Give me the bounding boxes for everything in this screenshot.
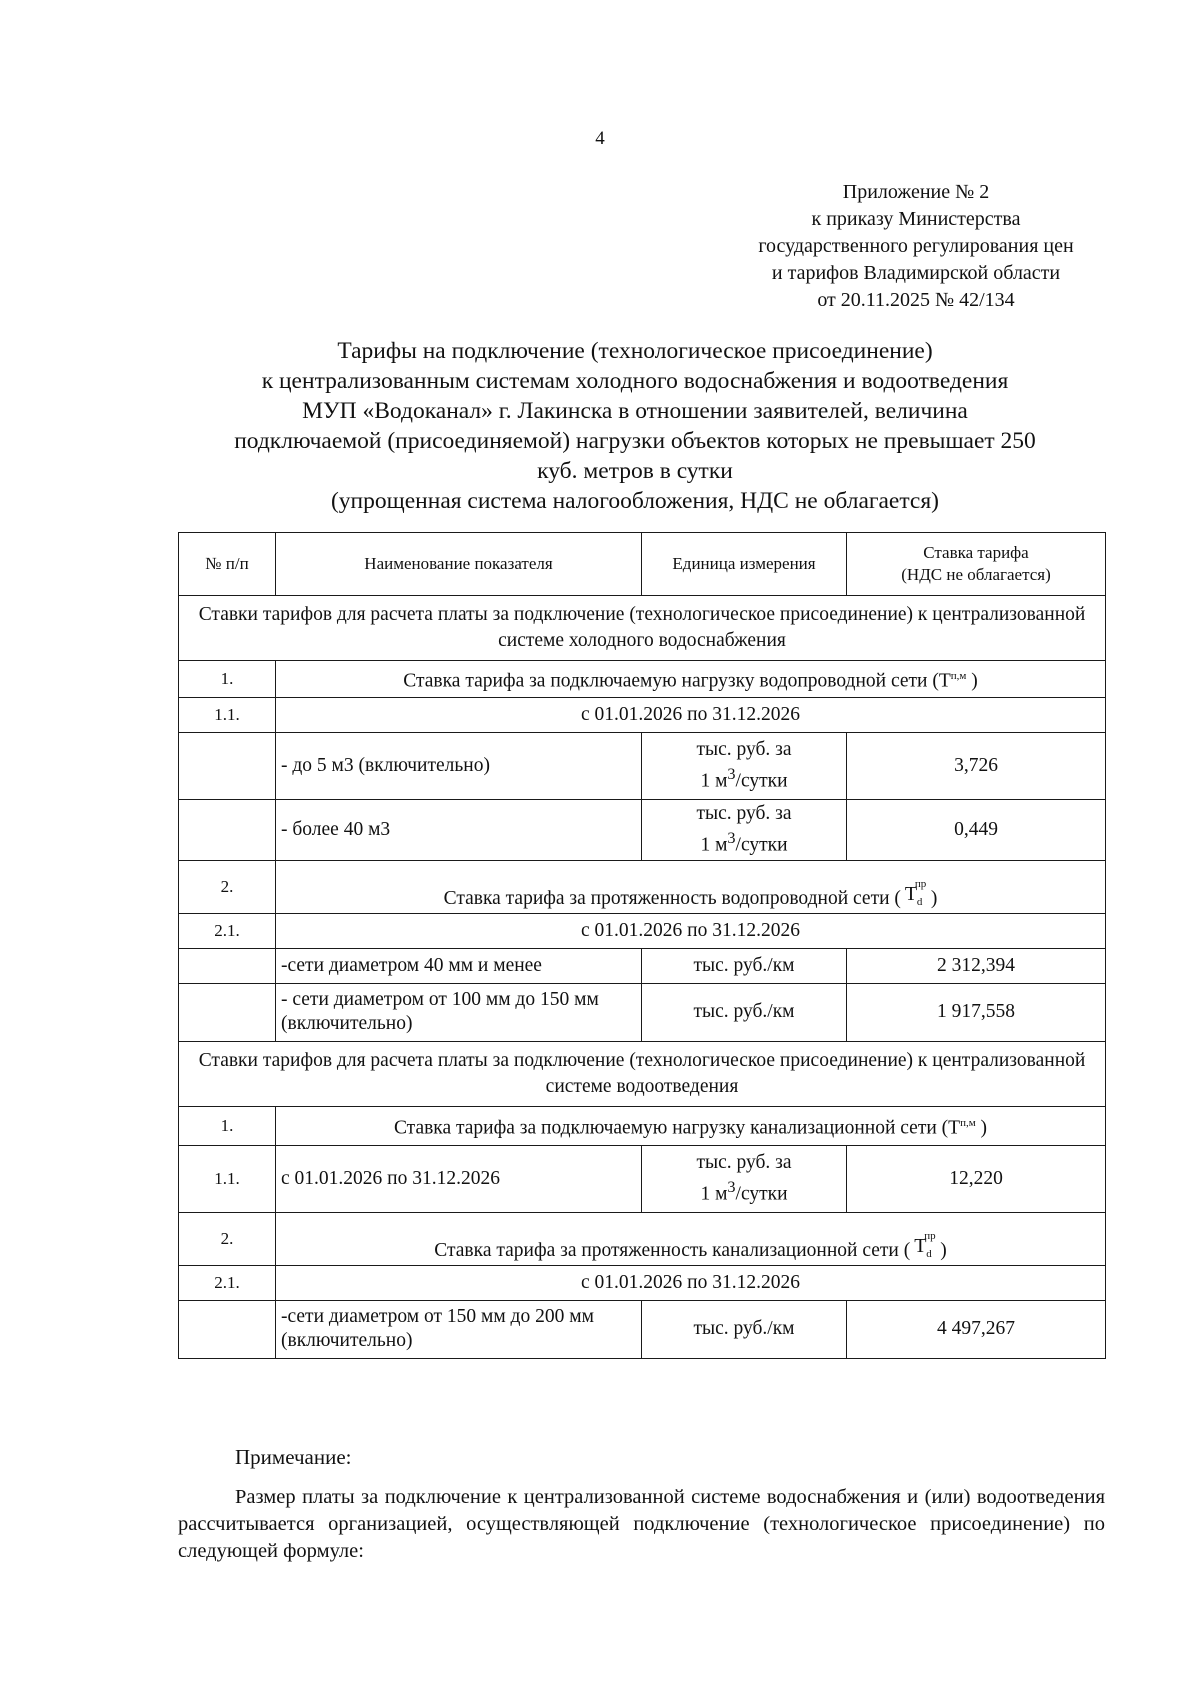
empty-cell [179,983,276,1041]
tariff-symbol [910,1230,940,1258]
header-rate [847,533,1106,596]
row-title [276,860,1106,913]
table-row [179,661,1106,698]
table-row [179,698,1106,733]
row-title [276,1106,1106,1145]
section-row-water [179,596,1106,661]
item-unit [642,1145,847,1212]
table-row [179,800,1106,861]
item-unit: тыс. руб./км [642,948,847,983]
item-unit [642,733,847,800]
tariff-symbol-superscript: пр [914,877,927,890]
item-value: 1 917,558 [847,983,1106,1041]
title-line: Тарифы на подключение (технологическое присоединение) [337,338,933,364]
unit-line: /сутки [735,770,788,792]
header-rate-line2: (НДС не облагается) [901,565,1051,584]
unit-line: 1 м [700,1183,728,1205]
row-num: 2.1. [179,913,276,948]
appendix-line: и тарифов Владимирской области [771,262,1061,284]
title-line: МУП «Водоканал» г. Лакинска в отношении заявителей, величина [302,398,968,424]
item-unit: тыс. руб./км [642,983,847,1041]
period-cell: с 01.01.2026 по 31.12.2026 [276,1265,1106,1300]
item-unit [642,800,847,861]
table-row [179,1300,1106,1358]
row-title-text: Ставка тарифа за протяженность канализационной сети ( [434,1239,911,1261]
period-cell: с 01.01.2026 по 31.12.2026 [276,698,1106,733]
tariff-symbol-letter: Т [904,882,918,905]
unit-line: 1 м [700,770,728,792]
unit-line: /сутки [735,834,788,856]
item-value: 0,449 [847,800,1106,861]
period-cell: с 01.01.2026 по 31.12.2026 [276,913,1106,948]
tariff-symbol-subscript: d [916,895,923,908]
appendix-line: Приложение № 2 [842,181,990,203]
section-title-sewer: Ставки тарифов для расчета платы за подключение (технологическое присоединение) к централизованной системе водоотведения [179,1041,1106,1106]
row-title-text: Ставка тарифа за подключаемую нагрузку канализационной сети (Т [393,1117,961,1139]
table-row [179,948,1106,983]
tariff-symbol-superscript: п,м [960,1116,976,1129]
table-row [179,1265,1106,1300]
unit-line: тыс. руб. за [696,803,792,824]
item-value: 3,726 [847,733,1106,800]
row-title-close: ) [971,670,978,692]
row-num: 1. [179,661,276,698]
row-title-close: ) [940,1239,947,1261]
tariff-symbol-superscript: пр [924,1229,936,1242]
item-value: 12,220 [847,1145,1106,1212]
period-cell: с 01.01.2026 по 31.12.2026 [276,1145,642,1212]
item-name: - более 40 м3 [276,800,642,861]
title-line: к централизованным системам холодного водоснабжения и водоотведения [261,368,1009,394]
item-name: -сети диаметром 40 мм и менее [276,948,642,983]
row-num: 2.1. [179,1265,276,1300]
row-num: 1.1. [179,698,276,733]
row-num: 1.1. [179,1145,276,1212]
unit-sup: 3 [727,765,736,784]
table-row [179,860,1106,913]
title-line: куб. метров в сутки [537,458,733,484]
unit-line: тыс. руб. за [696,739,792,761]
unit-sup: 3 [727,1177,736,1196]
unit-sup: 3 [727,829,736,847]
row-title-close: ) [930,887,938,909]
appendix-line: к приказу Министерства [811,208,1021,230]
page-number: 4 [595,128,605,149]
table-row [179,1145,1106,1212]
row-num: 2. [179,860,276,913]
tariff-symbol [901,878,931,906]
note-heading: Примечание: [235,1445,352,1469]
tariff-symbol-letter: Т [914,1234,927,1257]
tariff-symbol-superscript: п,м [950,670,967,683]
row-title-close: ) [980,1117,988,1139]
appendix-line: государственного регулирования цен [758,235,1074,257]
item-name: - сети диаметром от 100 мм до 150 мм (включительно) [276,983,642,1041]
tariff-table [178,532,1106,1359]
appendix-line: от 20.11.2025 № 42/134 [817,289,1015,311]
table-row [179,1106,1106,1145]
section-row-sewer [179,1041,1106,1106]
item-value: 2 312,394 [847,948,1106,983]
title-line: (упрощенная система налогообложения, НДС не облагается) [330,488,939,514]
empty-cell [179,733,276,800]
section-title-water: Ставки тарифов для расчета платы за подключение (технологическое присоединение) к централизованной системе холодного водоснабжения [179,596,1106,661]
unit-line: тыс. руб. за [696,1151,792,1173]
empty-cell [179,948,276,983]
appendix-reference [726,179,1106,314]
table-row [179,913,1106,948]
table-row [179,1212,1106,1265]
table-header-row [179,533,1106,596]
header-rate-line1: Ставка тарифа [923,543,1029,562]
tariff-symbol-subscript: d [926,1247,932,1260]
row-num: 1. [179,1106,276,1145]
unit-line: 1 м [700,834,728,856]
item-name: -сети диаметром от 150 мм до 200 мм (включительно) [276,1300,642,1358]
item-unit: тыс. руб./км [642,1300,847,1358]
row-title-text: Ставка тарифа за подключаемую нагрузку водопроводной сети (Т [403,670,951,692]
table-row [179,983,1106,1041]
empty-cell [179,800,276,861]
header-name: Наименование показателя [276,533,642,596]
header-num: № п/п [179,533,276,596]
header-unit: Единица измерения [642,533,847,596]
item-name: - до 5 м3 (включительно) [276,733,642,800]
table-row [179,733,1106,800]
title-line: подключаемой (присоединяемой) нагрузки объектов которых не превышает 250 [234,428,1036,454]
note-text: Размер платы за подключение к централизованной системе водоснабжения и (или) водоотведения рассчитывается организацией, осуществляющей подключение (технологическое присоединение) по следующей формуле: [178,1486,1105,1562]
row-title [276,1212,1106,1265]
row-title [276,661,1106,698]
unit-line: /сутки [735,1183,788,1205]
item-value: 4 497,267 [847,1300,1106,1358]
row-num: 2. [179,1212,276,1265]
empty-cell [179,1300,276,1358]
row-title-text: Ставка тарифа за протяженность водопроводной сети ( [443,887,901,909]
document-title [165,336,1105,516]
